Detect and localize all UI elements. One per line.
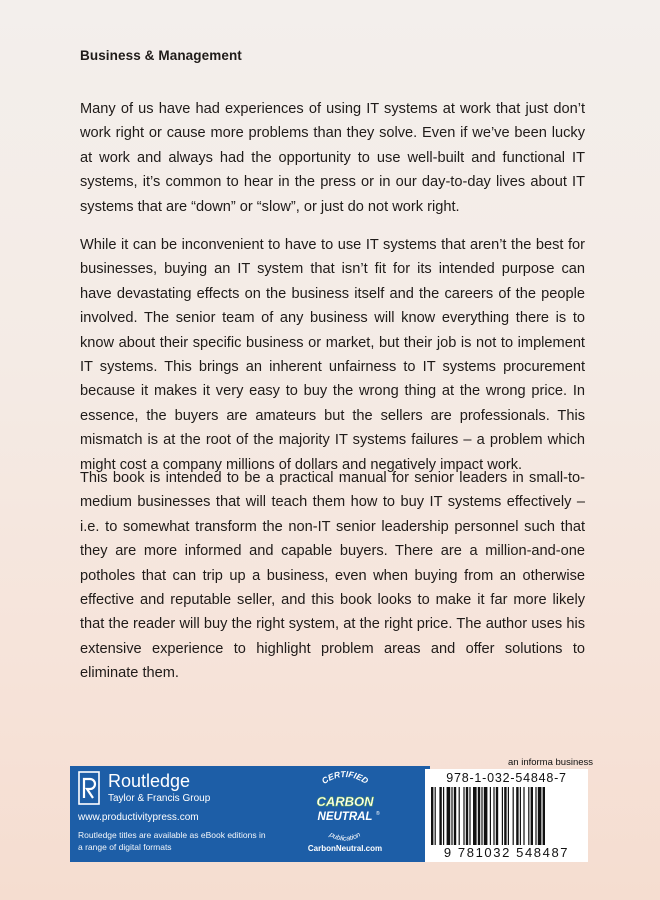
cn-publication-text: publication: [328, 831, 362, 843]
barcode-bar: [469, 787, 470, 845]
barcode-bar: [481, 787, 482, 845]
ebook-note: Routledge titles are available as eBook editions in a range of digital formats: [78, 830, 266, 852]
barcode-bar: [435, 787, 436, 845]
cn-carbon-text: CARBON: [316, 794, 374, 809]
barcode-bar: [538, 787, 542, 845]
barcode-bar: [502, 787, 503, 845]
barcode-bar: [508, 787, 509, 845]
barcode-bar: [504, 787, 506, 845]
barcode-bar: [439, 787, 441, 845]
barcode-bar: [531, 787, 533, 845]
barcode-bar: [466, 787, 468, 845]
barcode-bars: [429, 787, 584, 845]
barcode-bar: [490, 787, 491, 845]
barcode-bar: [543, 787, 545, 845]
svg-text:publication: [327, 831, 362, 843]
barcode-bar: [516, 787, 518, 845]
carbon-neutral-url: CarbonNeutral.com: [307, 844, 383, 853]
routledge-logo-icon: [78, 771, 100, 805]
blurb-paragraph-3: This book is intended to be a practical manual for senior leaders in small-to-medium businesses that will teach them how to buy IT systems effectively – i.e. to somewhat transform the non-IT senior leadership personnel such that they are more informed and capable buyers. There are a million-and-one potholes that can trip up a business, even when buying from an otherwise effective and reputable seller, and this book looks to make it far more likely that the reader will buy the right system, at the right price. The author uses his extensive experience to highlight problem areas and offer solutions to eliminate them.: [80, 470, 585, 682]
barcode-bar: [513, 787, 514, 845]
publisher-group: Taylor & Francis Group: [108, 793, 211, 804]
publisher-name: Routledge: [108, 771, 191, 791]
barcode-bar: [528, 787, 529, 845]
barcode-bar: [431, 787, 433, 845]
barcode-bar: [463, 787, 464, 845]
barcode-bar: [496, 787, 498, 845]
publisher-band: [70, 766, 430, 862]
barcode-bar: [473, 787, 477, 845]
blurb-paragraph-2: While it can be inconvenient to have to use IT systems that aren’t the best for businesses, buying an IT system that isn’t fit for its intended purpose can have devastating effects on the business itself and the careers of the people involved. The senior team of any business will know everything there is to know about their specific business or market, but their job is not to implement IT systems. This brings an inherent unfairness to IT systems procurement because it makes it very easy to buy the wrong thing at the wrong price. In essence, the buyers are amateurs but the sellers are professionals. This mismatch is at the root of the majority IT systems failures – a problem which might cost a company millions of dollars and negatively impact work.: [80, 237, 585, 473]
category-label: Business & Management: [80, 48, 242, 63]
barcode-bar: [523, 787, 524, 845]
barcode-bar: [478, 787, 480, 845]
barcode-bar: [443, 787, 444, 845]
cn-certified-text: CERTIFIED: [319, 770, 371, 786]
isbn-barcode: [425, 769, 588, 862]
barcode-bar: [535, 787, 536, 845]
barcode-bar: [520, 787, 521, 845]
cn-neutral-text: NEUTRAL: [317, 811, 373, 823]
barcode-bar: [459, 787, 460, 845]
publisher-url: www.productivitypress.com: [78, 812, 199, 823]
isbn-digits: 9 781032 548487: [443, 845, 570, 860]
barcode-bar: [451, 787, 452, 845]
barcode-bar: [454, 787, 456, 845]
blurb-paragraph-1: Many of us have had experiences of using IT systems at work that just don’t work right or cause more problems than they solve. Even if we’ve been lucky at work and always had the opportunity to use well-built and functional IT systems, it’s common to hear in the press or in our day-to-day lives about IT systems that are “down” or “slow”, or just do not work right.: [80, 101, 585, 215]
svg-text:CERTIFIED: [320, 770, 370, 786]
informa-tagline: an informa business: [508, 757, 594, 768]
barcode-bar: [447, 787, 451, 845]
cn-registered-mark: ®: [376, 811, 380, 817]
barcode-bar: [484, 787, 488, 845]
barcode-bar: [493, 787, 494, 845]
isbn-hyphenated: 978-1-032-54848-7: [446, 771, 567, 785]
